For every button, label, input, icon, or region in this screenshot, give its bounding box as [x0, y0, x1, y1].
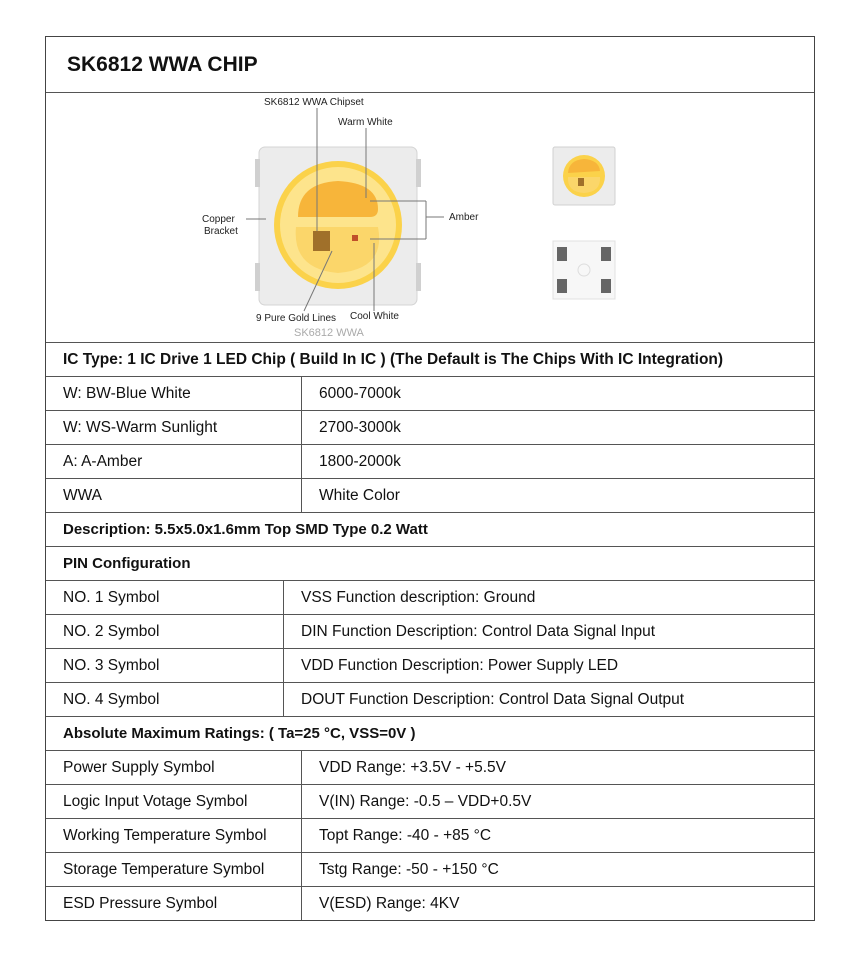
pin-label: NO. 4 Symbol	[46, 683, 284, 716]
rating-value: Tstg Range: -50 - +150 °C	[319, 860, 499, 878]
rating-row	[46, 750, 814, 784]
pin-value: VDD Function Description: Power Supply LED	[301, 656, 619, 674]
rating-value: V(ESD) Range: 4KV	[319, 894, 460, 912]
rating-value: V(IN) Range: -0.5 – VDD+0.5V	[319, 792, 532, 810]
color-temp-row	[46, 376, 814, 410]
label-copper: Copper	[202, 214, 235, 225]
label-bracket: Bracket	[204, 226, 238, 237]
pin-row	[46, 580, 814, 614]
label-warm-white: Warm White	[338, 117, 393, 128]
ic-type-row: IC Type: 1 IC Drive 1 LED Chip ( Build In IC ) (The Default is The Chips With IC Integration)	[46, 342, 814, 376]
color-temp-label: WWA	[46, 479, 302, 512]
rating-value: VDD Range: +3.5V - +5.5V	[319, 758, 506, 776]
description-row: Description: 5.5x5.0x1.6mm Top SMD Type 0.2 Watt	[46, 512, 814, 546]
rating-label: Power Supply Symbol	[46, 751, 302, 784]
label-chipset: SK6812 WWA Chipset	[264, 97, 364, 108]
rating-row	[46, 852, 814, 886]
chip-top-view-icon	[551, 145, 617, 207]
spec-sheet	[45, 36, 815, 921]
color-temp-value: 2700-3000k	[319, 418, 401, 436]
color-temp-label: A: A-Amber	[46, 445, 302, 478]
color-temp-label: W: WS-Warm Sunlight	[46, 411, 302, 444]
pin-value: DIN Function Description: Control Data Signal Input	[301, 622, 656, 640]
pin-heading: PIN Configuration	[46, 546, 814, 580]
color-temp-row	[46, 410, 814, 444]
rating-label: ESD Pressure Symbol	[46, 887, 302, 920]
pin-row	[46, 614, 814, 648]
color-temp-row	[46, 444, 814, 478]
color-temp-value: White Color	[319, 486, 400, 504]
pin-row	[46, 682, 814, 716]
rating-label: Working Temperature Symbol	[46, 819, 302, 852]
color-temp-value: 1800-2000k	[319, 452, 401, 470]
color-temp-value: 6000-7000k	[319, 384, 401, 402]
ratings-heading: Absolute Maximum Ratings: ( Ta=25 °C, VSS=0V )	[46, 716, 814, 750]
rating-label: Logic Input Votage Symbol	[46, 785, 302, 818]
pin-value: VSS Function description: Ground	[301, 588, 536, 606]
pin-row	[46, 648, 814, 682]
rating-row	[46, 818, 814, 852]
rating-label: Storage Temperature Symbol	[46, 853, 302, 886]
chip-diagram	[46, 92, 814, 342]
label-gold-lines: 9 Pure Gold Lines	[256, 313, 337, 324]
color-temp-row	[46, 478, 814, 512]
color-temp-label: W: BW-Blue White	[46, 377, 302, 410]
page-title: SK6812 WWA CHIP	[67, 52, 258, 76]
pin-label: NO. 3 Symbol	[46, 649, 284, 682]
pin-value: DOUT Function Description: Control Data Signal Output	[301, 690, 685, 708]
pin-label: NO. 2 Symbol	[46, 615, 284, 648]
diagram-caption: SK6812 WWA	[294, 327, 364, 339]
label-cool-white: Cool White	[350, 311, 399, 322]
rating-value: Topt Range: -40 - +85 °C	[319, 826, 492, 844]
label-amber: Amber	[449, 212, 479, 223]
chip-bottom-view-icon	[551, 239, 617, 301]
rating-row	[46, 784, 814, 818]
rating-row	[46, 886, 814, 920]
pin-label: NO. 1 Symbol	[46, 581, 284, 614]
